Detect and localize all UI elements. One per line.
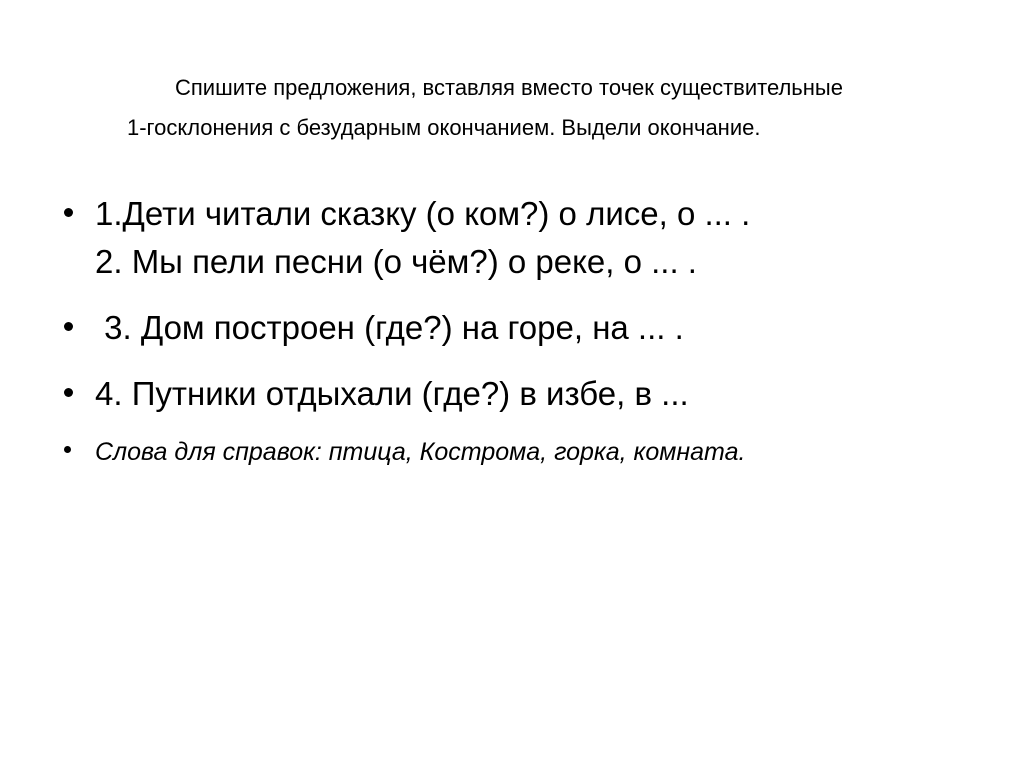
- sentence-3: 3. Дом построен (где?) на горе, на ... .: [95, 309, 684, 346]
- bullet-item-1: [64, 190, 994, 286]
- bullet-marker: [64, 430, 95, 474]
- bullet-icon: [64, 322, 73, 331]
- bullet-item-3: [64, 370, 994, 418]
- bullet-marker: [64, 370, 95, 418]
- sentence-2: 2. Мы пели песни (о чём?) о реке, о ... .: [95, 243, 697, 280]
- bullet-item-reference-words: [64, 430, 994, 474]
- bullet-text: [95, 370, 994, 418]
- bullet-text: [95, 190, 994, 286]
- slide-title: [127, 68, 997, 148]
- title-line-1: Спишите предложения, вставляя вместо точек существительные: [175, 75, 843, 100]
- title-line-2: 1-госклонения с безударным окончанием. Выдели окончание.: [127, 115, 761, 140]
- bullet-text: [95, 304, 994, 352]
- bullet-icon: [64, 446, 71, 453]
- bullet-marker: [64, 190, 95, 286]
- bullet-item-2: [64, 304, 994, 352]
- bullet-icon: [64, 388, 73, 397]
- bullet-marker: [64, 304, 95, 352]
- sentence-1: 1.Дети читали сказку (о ком?) о лисе, о ... .: [95, 195, 751, 232]
- bullet-list: [64, 190, 994, 474]
- bullet-text: [95, 430, 994, 474]
- sentence-4: 4. Путники отдыхали (где?) в избе, в ...: [95, 375, 689, 412]
- bullet-icon: [64, 208, 73, 217]
- reference-words: Слова для справок: птица, Кострома, горка, комната.: [95, 438, 746, 466]
